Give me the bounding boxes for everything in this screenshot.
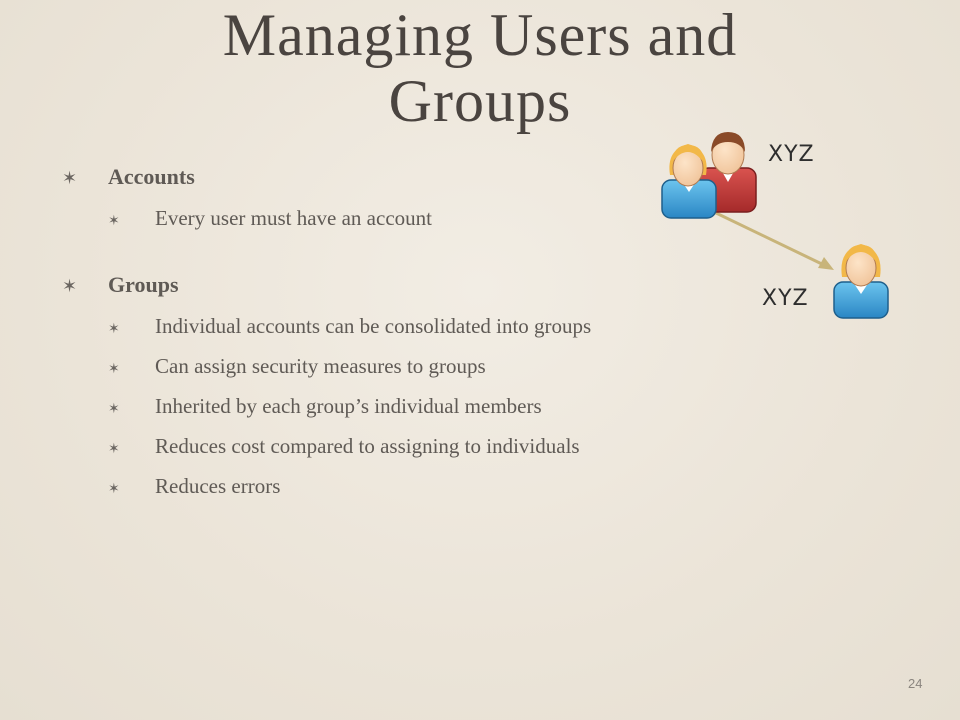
bullet-text: Reduces errors: [155, 474, 281, 498]
star-bullet-icon: ✶: [108, 441, 120, 457]
title-line-1: Managing Users and: [222, 2, 738, 68]
bullet-text: Inherited by each group’s individual members: [155, 394, 542, 418]
title-line-2: Groups: [388, 68, 572, 134]
star-bullet-icon: ✶: [62, 168, 78, 189]
star-bullet-icon: ✶: [108, 481, 120, 497]
arrow-icon: [714, 212, 834, 270]
bullet-text: Groups: [108, 272, 179, 297]
star-bullet-icon: ✶: [108, 361, 120, 377]
user-label: XYZ: [762, 286, 809, 311]
group-label: XYZ: [768, 142, 815, 167]
bullet-text: Accounts: [108, 164, 195, 189]
bullet-text: Can assign security measures to groups: [155, 354, 486, 378]
single-user-icon: [834, 244, 888, 318]
star-bullet-icon: ✶: [108, 213, 120, 229]
page-number: 24: [908, 676, 923, 691]
star-bullet-icon: ✶: [108, 401, 120, 417]
bullet-text: Individual accounts can be consolidated into groups: [155, 314, 592, 338]
user-group-icon: [662, 132, 756, 218]
bullet-text: Every user must have an account: [155, 206, 432, 230]
bullet-text: Reduces cost compared to assigning to individuals: [155, 434, 580, 458]
star-bullet-icon: ✶: [62, 276, 78, 297]
star-bullet-icon: ✶: [108, 321, 120, 337]
